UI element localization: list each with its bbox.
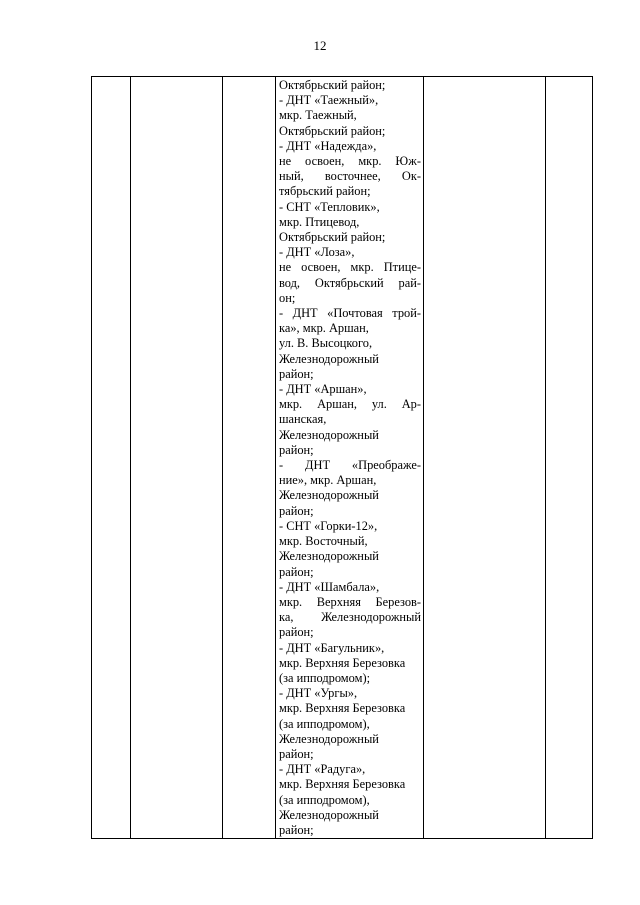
territory-line: - СНТ «Горки-12», [279, 518, 378, 533]
territory-line: - СНТ «Тепловик», [279, 199, 380, 214]
territory-line: мкр. Верхняя Березовка [279, 777, 406, 792]
territory-line: вод, Октябрьский рай- [279, 275, 421, 290]
territory-line: Железнодорожный [279, 731, 379, 746]
territory-line: - ДНТ «Ургы», [279, 686, 358, 701]
territory-line: ка», мкр. Аршан, [279, 321, 369, 336]
territory-line: Железнодорожный [279, 427, 379, 442]
territory-line: район; [279, 503, 314, 518]
territory-line: - ДНТ «Преображе- [279, 458, 421, 473]
territory-line: - ДНТ «Надежда», [279, 138, 377, 153]
territory-line: мкр. Аршан, ул. Ар- [279, 397, 421, 412]
territory-line: он; [279, 290, 296, 305]
territory-line: Железнодорожный [279, 549, 379, 564]
territory-line: Октябрьский район; [279, 78, 386, 92]
territory-line: ул. В. Высоцкого, [279, 336, 373, 351]
territory-line: ние», мкр. Аршан, [279, 473, 377, 488]
territory-line: мкр. Восточный, [279, 534, 368, 549]
territory-line: Железнодорожный [279, 488, 379, 503]
territory-line: мкр. Птицевод, [279, 214, 360, 229]
territory-line: - ДНТ «Почтовая трой- [279, 306, 421, 321]
territory-line: - ДНТ «Багульник», [279, 640, 385, 655]
territory-line: район; [279, 442, 314, 457]
territory-line: Железнодорожный [279, 807, 379, 822]
territory-line: не освоен, мкр. Птице- [279, 260, 421, 275]
territory-line: - ДНТ «Таежный», [279, 93, 379, 108]
table-row [92, 77, 593, 839]
territory-line: (за ипподромом), [279, 792, 370, 807]
territory-line: шанская, [279, 412, 327, 427]
territory-line: мкр. Верхняя Березов- [279, 594, 421, 609]
table-cell-3 [223, 77, 276, 839]
territory-line: район; [279, 564, 314, 579]
territory-line: - ДНТ «Радуга», [279, 762, 366, 777]
territory-line: - ДНТ «Аршан», [279, 382, 367, 397]
document-table [91, 76, 593, 839]
table-cell-6 [546, 77, 593, 839]
territory-line: - ДНТ «Шамбала», [279, 579, 380, 594]
table-cell-5 [424, 77, 546, 839]
territory-line: Октябрьский район; [279, 230, 386, 245]
territory-line: не освоен, мкр. Юж- [279, 154, 421, 169]
territory-line: Железнодорожный [279, 351, 379, 366]
territory-line: район; [279, 625, 314, 640]
territory-line: ный, восточнее, Ок- [279, 169, 421, 184]
territory-line: район; [279, 746, 314, 761]
territory-line: район; [279, 822, 314, 837]
territory-line: ка, Железнодорожный [279, 610, 421, 625]
table-cell-2 [131, 77, 223, 839]
territory-line: (за ипподромом), [279, 716, 370, 731]
page-number: 12 [313, 38, 327, 53]
territory-line: район; [279, 366, 314, 381]
territory-line: мкр. Верхняя Березовка [279, 655, 406, 670]
territory-list [276, 77, 423, 838]
territory-line: (за ипподромом); [279, 670, 371, 685]
territory-line: тябрьский район; [279, 184, 371, 199]
table-cell-1 [92, 77, 131, 839]
territory-line: мкр. Верхняя Березовка [279, 701, 406, 716]
territory-line: - ДНТ «Лоза», [279, 245, 355, 260]
table-cell-4 [276, 77, 424, 839]
territory-line: мкр. Таежный, [279, 108, 357, 123]
territory-line: Октябрьский район; [279, 123, 386, 138]
